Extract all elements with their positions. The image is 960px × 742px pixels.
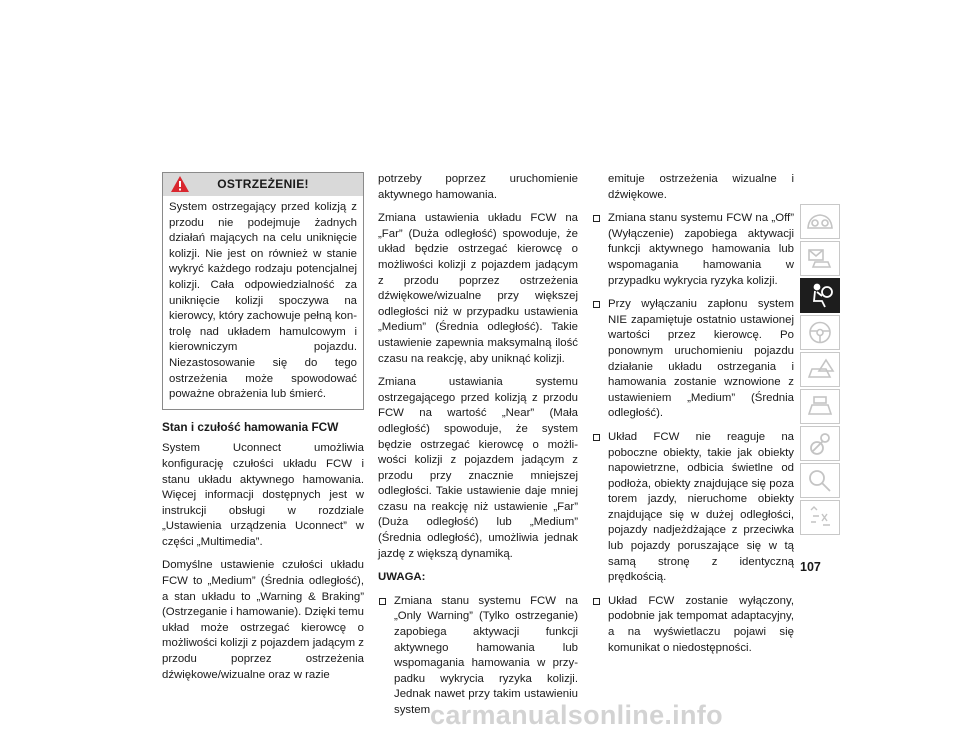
- warning-triangle-icon: [170, 175, 190, 193]
- tab-emergency[interactable]: [800, 352, 840, 387]
- steering-wheel-icon: [805, 319, 835, 346]
- car-warning-icon: [805, 356, 835, 383]
- list-item-continued: [592, 172, 794, 203]
- car-dashboard-icon: [805, 208, 835, 235]
- chapter-tabs: [800, 204, 840, 537]
- note-label: UWAGA:: [378, 571, 426, 584]
- tab-service[interactable]: [800, 389, 840, 424]
- list-item: [592, 211, 794, 289]
- bullet-square-icon: [593, 434, 600, 441]
- list-item: [592, 430, 794, 586]
- note-list-continued: [592, 172, 794, 656]
- list-item-text: emituje ostrzeżenia wizualne i dźwiękowe.: [608, 173, 794, 201]
- tab-safety[interactable]: [800, 278, 840, 313]
- tab-maintenance[interactable]: [800, 426, 840, 461]
- column-3: [592, 172, 794, 664]
- bullet-square-icon: [593, 215, 600, 222]
- bullet-square-icon: [379, 598, 386, 605]
- warning-box: [162, 172, 364, 410]
- list-item-text: Układ FCW nie reaguje na poboczne obiekty, takie jak obiekty napowietrzne, odbicia świetlne od podłoża, obiekty znajdujące się poza torem jazdy, nieruchome obiekty znajdujące się w dużej odległości, pojazdy nadjeżdżające z przeciwka lub pojazdy poruszające się w tą samą stronę z identyczną prędkością.: [608, 430, 794, 584]
- wrench-icon: [805, 430, 835, 457]
- tab-car-info[interactable]: [800, 241, 840, 276]
- column-1: [162, 172, 364, 691]
- list-item: [592, 594, 794, 656]
- list-item: [592, 297, 794, 422]
- paragraph: Zmiana ustawiania systemu ostrzegającego przed kolizją z przodu FCW na wartość „Near” (Mała odległość) spowoduje, że system będzie ostrzegać kierowcę o możliwości kolizji z pojazdem jadącym z przodu przy znacznie mniejszej odległości. Takie ustawienie daje mniej czasu na reakcję niż ustawienie „Far” (Duża odległość) lub „Medium” (Średnia odległość), umożliwia jednak jazdę z większą dynamiką.: [378, 376, 578, 560]
- index-icon: [805, 504, 835, 531]
- warning-title: OSTRZEŻENIE!: [217, 176, 309, 191]
- paragraph: Domyślne ustawienie czułości układu FCW to „Medium” (Średnia odległość), a stan układu to „Warning & Braking” (Ostrzeganie i hamowanie). Dzięki temu układ może ostrzegać kierowcę o możliwości kolizji z pojazdem jadącym z przodu poprzez ostrzeżenia dźwiękowe/wizualne oraz w razie: [162, 559, 364, 681]
- bullet-square-icon: [593, 301, 600, 308]
- paragraph: Zmiana ustawienia układu FCW na „Far” (Duża odległość) spowoduje, że układ będzie ostrzegać kierowcę o możliwości kolizji z pojazdem jadącym z przodu poprzez ostrzeżenia dźwiękowe/wizualne przy większej odległości niż w przypadku ustawienia „Medium” (Średnia odległość). Takie ustawienie zapewnia maksymalną ilość czasu na reakcję, aby uniknąć kolizji.: [378, 212, 578, 365]
- column-2: [378, 172, 578, 727]
- warning-text: System ostrzegający przed kolizją z przodu nie podejmuje żadnych działań mających na celu uniknięcie kolizji. Nie jest on również w stanie wykryć każdego rodzaju potencjalnej kolizji. Cała odpowiedzialność za uniknięcie kolizji spoczywa na kierowcy, który zachowuje pełną kontrolę nad układem hamulcowym i kierowniczym pojazdu. Niezastosowanie się do tego ostrzeżenia może spowodować poważne obrażenia lub śmierć.: [169, 201, 357, 401]
- page-number: 107: [800, 560, 821, 574]
- watermark: carmanualsonline.info: [430, 700, 723, 730]
- envelope-car-icon: [805, 245, 835, 272]
- car-service-icon: [805, 393, 835, 420]
- tab-dashboard[interactable]: [800, 204, 840, 239]
- list-item-text: Przy wyłączaniu zapłonu system NIE zapamiętuje ostatnio ustawionej wartości przez kierowcę. Po ponownym uruchomieniu pojazdu działanie układu ostrzegania i hamowania zostanie wznowione z ustawieniem „Medium” (Średnia odległość).: [608, 298, 794, 420]
- tab-index[interactable]: [800, 500, 840, 535]
- list-item-text: Zmiana stanu systemu FCW na „Off” (Wyłączenie) zapobiega aktywacji funkcji aktywnego hamowania lub wspomagania hamowania w przypadku wykrycia ryzyka kolizji.: [608, 212, 794, 287]
- tab-driving[interactable]: [800, 315, 840, 350]
- bullet-square-icon: [593, 598, 600, 605]
- warning-header: [163, 173, 363, 196]
- list-item-text: Zmiana stanu systemu FCW na „Only Warning” (Tylko ostrzeganie) zapobiega aktywacji funkcji aktywnego hamowania lub wspomagania hamowania w przypadku wykrycia ryzyka kolizji. Jednak nawet przy takim ustawieniu system: [394, 594, 578, 716]
- magnifier-icon: [805, 467, 835, 494]
- paragraph: System Uconnect umożliwia konfigurację czułości układu FCW i stanu układu aktywnego hamowania. Więcej informacji dostępnych jest w instrukcji obsługi w rozdziale „Ustawienia urządzenia Uconnect” w części „Multimedia”.: [162, 442, 364, 548]
- tab-search[interactable]: [800, 463, 840, 498]
- airbag-seat-icon: [805, 282, 835, 309]
- list-item-text: Układ FCW zostanie wyłączony, podobnie jak tempomat adaptacyjny, a na wyświetlaczu pojawi się komunikat o niedostępności.: [608, 594, 794, 654]
- paragraph: potrzeby poprzez uruchomienie aktywnego hamowania.: [378, 173, 578, 201]
- section-heading: Stan i czułość hamowania FCW: [162, 419, 339, 434]
